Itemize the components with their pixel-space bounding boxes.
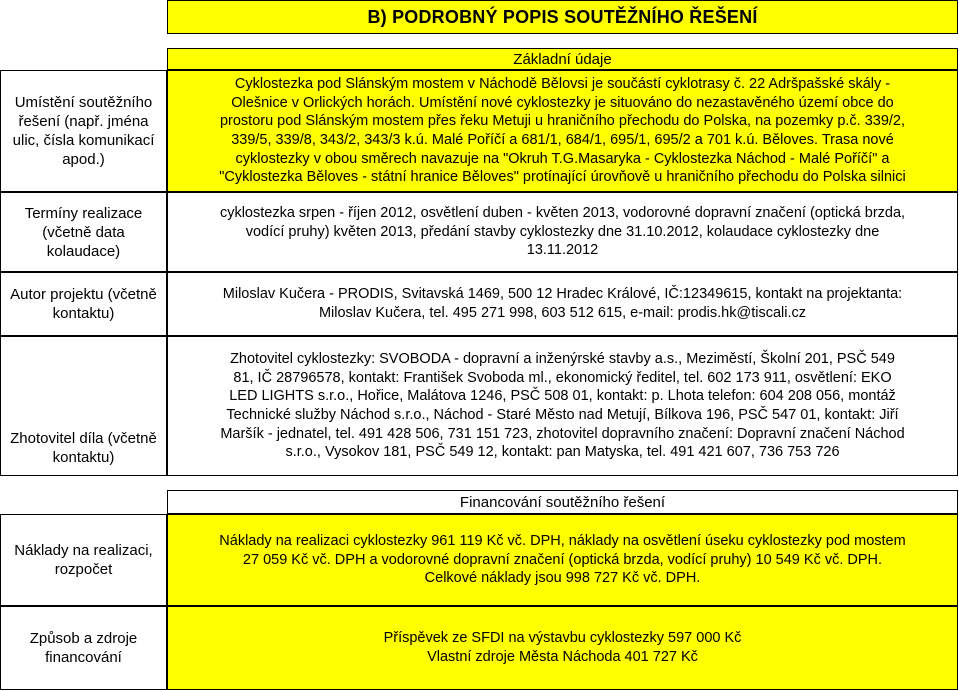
zpusob-line: Příspěvek ze SFDI na výstavbu cyklostezky 597 000 Kč	[383, 630, 742, 647]
label-terminy-text: Termíny realizace (včetně data kolaudace)	[24, 204, 143, 260]
section-header-text: Základní údaje	[513, 50, 612, 68]
terminy-line: vodící pruhy) květen 2013, předání stavby cyklostezky dne 31.10.2012, kolaudace cyklostezky dne	[245, 223, 880, 240]
label-zhotovitel-text: Zhotovitel díla (včetně kontaktu)	[10, 430, 157, 466]
section-header-financovani	[167, 490, 958, 514]
zhotovitel-line: Technické služby Náchod s.r.o., Náchod - Staré Město nad Metují, Bílkova 196, PSČ 547 01, kontakt: Jiří	[226, 407, 899, 423]
label-umisteni	[0, 70, 167, 192]
umisteni-line: cyklostezky v obou směrech navazuje na "Okruh T.G.Masaryka - Cyklostezka Náchod - Malé Poříčí" a	[235, 150, 890, 167]
section-header-zakladni-udaje	[167, 48, 958, 70]
terminy-line: cyklostezka srpen - říjen 2012, osvětlení duben - květen 2013, vodorovné dopravní značení (optická brzda,	[219, 205, 906, 222]
label-zpusob	[0, 606, 167, 690]
label-zhotovitel	[0, 336, 167, 476]
zhotovitel-line: Maršík - jednatel, tel. 491 428 506, 731 151 723, zhotovitel dopravního značení: Dopravní značení Náchod	[220, 425, 905, 442]
label-naklady	[0, 514, 167, 606]
value-zhotovitel	[167, 336, 958, 476]
label-terminy	[0, 192, 167, 272]
section-header-financovani-text: Financování soutěžního řešení	[459, 493, 666, 511]
value-terminy	[167, 192, 958, 272]
naklady-line: 27 059 Kč vč. DPH a vodorovné dopravní značení (optická brzda, vodící pruhy) 10 549 Kč vč. DPH.	[242, 551, 883, 568]
umisteni-line: "Cyklostezka Běloves - státní hranice Běloves" protínající úrovňově u hraničního přechodu do Polska silnici	[219, 169, 906, 186]
value-naklady	[167, 514, 958, 606]
label-zpusob-text: Způsob a zdroje financování	[29, 630, 138, 666]
value-umisteni	[167, 70, 958, 192]
zhotovitel-line: s.r.o., Vysokov 181, PSČ 549 12, kontakt: pan Matyska, tel. 491 421 607, 736 753 726	[285, 444, 840, 461]
zhotovitel-line: LED LIGHTS s.r.o., Hořice, Malátova 1246, PSČ 508 01, kontakt: p. Lhota telefon: 604 208 056, montáž	[229, 388, 896, 405]
naklady-line: Náklady na realizaci cyklostezky 961 119 Kč vč. DPH, náklady na osvětlení úseku cyklostezky pod mostem	[219, 533, 906, 550]
umisteni-line: 339/5, 339/8, 343/2, 343/3 k.ú. Malé Poříčí a 681/1, 684/1, 695/1, 695/2 a 701 k.ú. Běloves. Trasa nové	[231, 132, 894, 148]
autor-line: Miloslav Kučera - PRODIS, Svitavská 1469, 500 12 Hradec Králové, IČ:12349615, kontakt na projektanta:	[222, 286, 903, 303]
page-title	[167, 0, 958, 34]
terminy-line: 13.11.2012	[526, 242, 599, 259]
label-naklady-text: Náklady na realizaci, rozpočet	[14, 542, 153, 578]
zhotovitel-line: 81, IČ 28796578, kontakt: František Svoboda ml., ekonomický ředitel, tel. 602 173 911, osvětlení: EKO	[233, 369, 892, 386]
zhotovitel-line: Zhotovitel cyklostezky: SVOBODA - dopravní a inženýrské stavby a.s., Meziměstí, Školní 201, PSČ 549	[230, 351, 895, 368]
label-autor-text: Autor projektu (včetně kontaktu)	[10, 286, 157, 322]
label-autor	[0, 272, 167, 336]
label-umisteni-text: Umístění soutěžního řešení (např. jména ulic, čísla komunikací apod.)	[12, 94, 155, 168]
naklady-line: Celkové náklady jsou 998 727 Kč vč. DPH.	[424, 570, 701, 587]
value-zpusob	[167, 606, 958, 690]
page-title-text: B) PODROBNÝ POPIS SOUTĚŽNÍHO ŘEŠENÍ	[367, 6, 758, 27]
umisteni-line: prostoru pod Slánským mostem přes řeku Metuji u hraničního přechodu do Polska, na pozemky p.č. 339/2,	[219, 113, 906, 130]
autor-line: Miloslav Kučera, tel. 495 271 998, 603 512 615, e-mail: prodis.hk@tiscali.cz	[318, 305, 807, 321]
umisteni-line: Olešnice v Orlických horách. Umístění nové cyklostezky je situováno do nezastavěného území obce do	[231, 94, 894, 111]
umisteni-line: Cyklostezka pod Slánským mostem v Náchodě Bělovsi je součástí cyklotrasy č. 22 Adršpašské skály -	[234, 76, 891, 93]
zpusob-line: Vlastní zdroje Města Náchoda 401 727 Kč	[427, 649, 698, 665]
value-autor	[167, 272, 958, 336]
